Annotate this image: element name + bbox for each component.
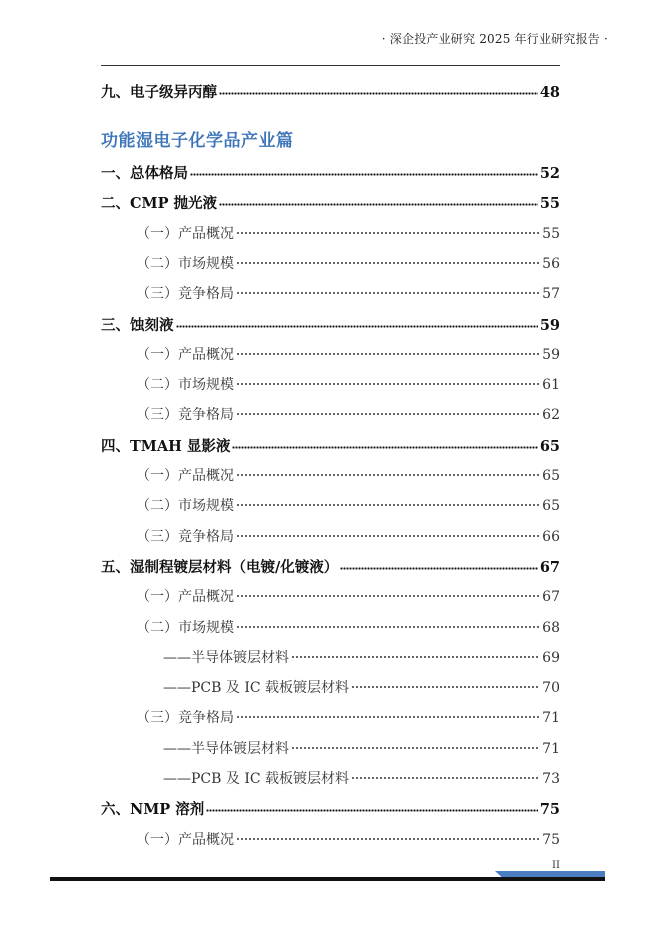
toc-entry-page: 59 bbox=[539, 316, 560, 334]
toc-dot-leader bbox=[236, 711, 540, 719]
toc-entry-page: 65 bbox=[542, 498, 560, 515]
toc-entry-page: 55 bbox=[542, 225, 560, 242]
toc-entry-page: 62 bbox=[542, 407, 560, 424]
toc-dot-leader bbox=[236, 287, 540, 295]
section-title: 功能湿电子化学品产业篇 bbox=[101, 131, 294, 151]
toc-dot-leader bbox=[219, 200, 538, 206]
toc-entry-label: （二）市场规模 bbox=[136, 619, 234, 636]
toc-entry-label: （一）产品概况 bbox=[136, 468, 234, 484]
toc-entry-page: 73 bbox=[542, 771, 560, 787]
toc-entry-label: ——半导体镀层材料 bbox=[163, 740, 289, 757]
toc-entry-page: 48 bbox=[539, 84, 560, 101]
toc-dot-leader bbox=[236, 833, 540, 841]
toc-entry[interactable] bbox=[136, 586, 560, 608]
toc-entry[interactable] bbox=[136, 829, 560, 851]
toc-entry-page: 61 bbox=[542, 377, 560, 394]
toc-top-entry[interactable] bbox=[101, 81, 560, 103]
toc-entry-label: ——PCB 及 IC 载板镀层材料 bbox=[163, 771, 350, 787]
toc-entry-page: 71 bbox=[542, 710, 560, 727]
toc-entry-label: （二）市场规模 bbox=[136, 498, 234, 515]
toc-dot-leader bbox=[291, 742, 540, 750]
header-text: · 深企投产业研究 2025 年行业研究报告 · bbox=[381, 32, 608, 46]
toc-entry-page: 57 bbox=[542, 286, 560, 303]
footer-bar bbox=[50, 877, 605, 881]
toc-entry[interactable] bbox=[136, 707, 560, 729]
toc-entry[interactable] bbox=[136, 526, 560, 548]
toc-entry-label: ——PCB 及 IC 载板镀层材料 bbox=[163, 680, 350, 697]
toc-entry-page: 69 bbox=[542, 649, 560, 666]
toc-entry[interactable] bbox=[101, 192, 560, 214]
toc-entry[interactable] bbox=[136, 495, 560, 517]
toc-entry-label: 六、NMP 溶剂 bbox=[101, 801, 205, 819]
toc-entry-label: （三）竞争格局 bbox=[136, 528, 234, 545]
toc-entry[interactable] bbox=[136, 223, 560, 245]
toc-entry-page: 56 bbox=[542, 255, 560, 272]
toc-entry-label: 一、总体格局 bbox=[101, 165, 188, 182]
toc-entry[interactable] bbox=[136, 465, 560, 487]
toc-entry-page: 52 bbox=[539, 165, 560, 182]
toc-dot-leader bbox=[236, 530, 540, 538]
toc-dot-leader bbox=[236, 499, 540, 507]
toc-dot-leader bbox=[176, 322, 538, 328]
toc-dot-leader bbox=[219, 89, 538, 95]
toc-dot-leader bbox=[351, 681, 540, 689]
toc-entry-page: 75 bbox=[542, 831, 560, 848]
toc-entry[interactable] bbox=[101, 162, 560, 184]
toc-entry[interactable] bbox=[163, 677, 560, 699]
toc-entry[interactable] bbox=[136, 617, 560, 639]
toc-entry[interactable] bbox=[136, 253, 560, 275]
toc-entry-page: 71 bbox=[542, 740, 560, 757]
toc-entry-label: （二）市场规模 bbox=[136, 255, 234, 272]
toc-entry-label: ——半导体镀层材料 bbox=[163, 649, 289, 666]
toc-entry-label: （三）竞争格局 bbox=[136, 710, 234, 727]
toc-dot-leader bbox=[206, 806, 538, 812]
toc-dot-leader bbox=[236, 348, 540, 356]
toc-dot-leader bbox=[236, 408, 540, 416]
toc-entry[interactable] bbox=[101, 435, 560, 457]
toc-entry-page: 75 bbox=[539, 801, 560, 819]
toc-entry-page: 65 bbox=[542, 468, 560, 484]
toc-entry-page: 70 bbox=[542, 680, 560, 697]
toc-entry[interactable] bbox=[136, 283, 560, 305]
toc-entry[interactable] bbox=[163, 647, 560, 669]
toc-entry-label: 三、蚀刻液 bbox=[101, 316, 174, 334]
toc-dot-leader bbox=[236, 378, 540, 386]
toc-dot-leader bbox=[236, 590, 540, 598]
toc-entry-label: 二、CMP 抛光液 bbox=[101, 195, 218, 213]
toc-dot-leader bbox=[236, 257, 540, 265]
toc-dot-leader bbox=[351, 772, 540, 780]
toc-dot-leader bbox=[236, 227, 540, 235]
toc-entry-label: 九、电子级异丙醇 bbox=[101, 84, 217, 101]
toc-entry[interactable] bbox=[101, 314, 560, 336]
toc-dot-leader bbox=[190, 170, 538, 176]
toc-entry[interactable] bbox=[136, 344, 560, 366]
toc-entry-page: 55 bbox=[539, 195, 560, 213]
toc-dot-leader bbox=[291, 651, 540, 659]
toc-dot-leader bbox=[232, 443, 537, 449]
toc-entry-label: （一）产品概况 bbox=[136, 831, 234, 848]
toc-entry[interactable] bbox=[136, 374, 560, 396]
toc-entry-label: （三）竞争格局 bbox=[136, 286, 234, 303]
toc-entry[interactable] bbox=[136, 404, 560, 426]
toc-entry[interactable] bbox=[163, 738, 560, 760]
toc-entry-page: 68 bbox=[542, 619, 560, 636]
toc-entry[interactable] bbox=[163, 768, 560, 790]
toc-entry-label: （三）竞争格局 bbox=[136, 407, 234, 424]
toc-dot-leader bbox=[236, 621, 540, 629]
toc-dot-leader bbox=[340, 564, 538, 570]
toc-entry-label: （一）产品概况 bbox=[136, 346, 234, 363]
toc-entry-label: （一）产品概况 bbox=[136, 225, 234, 242]
toc-entry-page: 67 bbox=[539, 558, 560, 576]
toc-entry-label: 五、湿制程镀层材料（电镀/化镀液） bbox=[101, 558, 339, 576]
toc-entry-page: 67 bbox=[542, 589, 560, 606]
page-number: II bbox=[552, 860, 560, 871]
toc-entry-label: （二）市场规模 bbox=[136, 377, 234, 394]
toc-entry-page: 59 bbox=[542, 346, 560, 363]
toc-entry[interactable] bbox=[101, 556, 560, 578]
toc-entry-label: 四、TMAH 显影液 bbox=[101, 437, 231, 455]
header-divider bbox=[101, 65, 560, 66]
toc-entry[interactable] bbox=[101, 798, 560, 820]
toc-entry-label: （一）产品概况 bbox=[136, 589, 234, 606]
toc-entry-page: 65 bbox=[539, 437, 560, 455]
toc-dot-leader bbox=[236, 469, 540, 477]
toc-entry-page: 66 bbox=[542, 528, 560, 545]
